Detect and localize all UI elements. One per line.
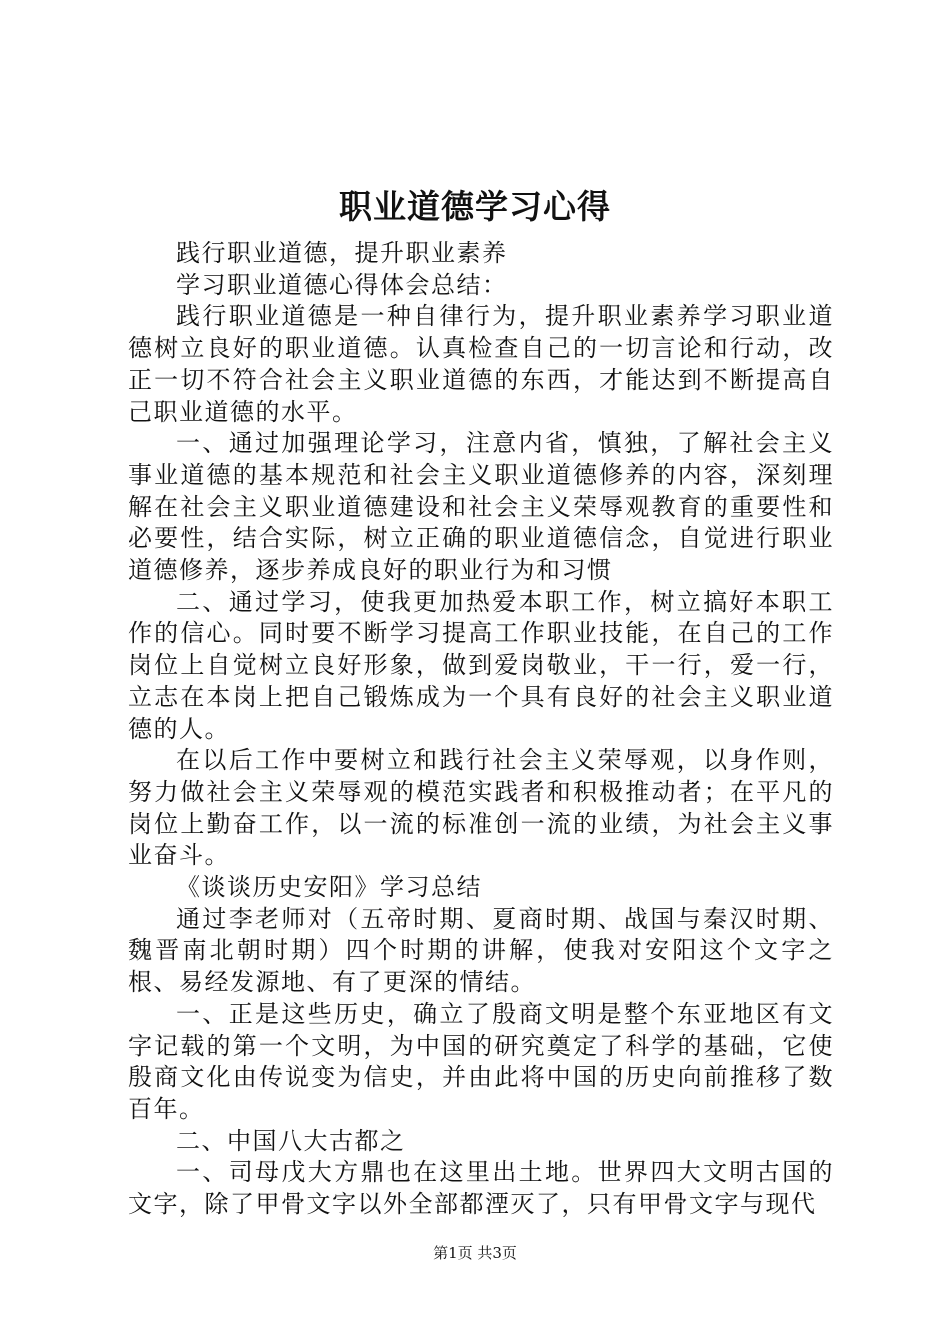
- document-title: 职业道德学习心得: [339, 187, 611, 226]
- paragraph: 学习职业道德心得体会总结：: [176, 270, 508, 299]
- paragraph: 在以后工作中要树立和践行社会主义荣辱观，以身作则，努力做社会主义荣辱观的模范实践者和积极推动者；在平凡的岗位上勤奋工作，以一流的标准创一流的业绩，为社会主义事业奋斗。: [128, 746, 834, 870]
- paragraph: 践行职业道德是一种自律行为，提升职业素养学习职业道德树立良好的职业道德。认真检查自己的一切言论和行动，改正一切不符合社会主义职业道德的东西，才能达到不断提高自己职业道德的水平。: [128, 302, 834, 426]
- paragraph: 通过李老师对（五帝时期、夏商时期、战国与秦汉时期、魏晋南北朝时期）四个时期的讲解，使我对安阳这个文字之根、易经发源地、有了更深的情结。: [128, 904, 834, 997]
- paragraph: 二、中国八大古都之: [176, 1126, 406, 1155]
- section-heading: 《谈谈历史安阳》学习总结: [176, 873, 482, 902]
- paragraph: 践行职业道德，提升职业素养: [176, 239, 508, 267]
- page-footer: 第1页 共3页: [433, 1244, 517, 1262]
- paragraph: 一、正是这些历史，确立了殷商文明是整个东亚地区有文字记载的第一个文明，为中国的研究奠定了科学的基础，它使殷商文化由传说变为信史，并由此将中国的历史向前推移了数百年。: [128, 999, 834, 1123]
- document-body: [128, 238, 834, 1221]
- paragraph: 二、通过学习，使我更加热爱本职工作，树立搞好本职工作的信心。同时要不断学习提高工作职业技能，在自己的工作岗位上自觉树立良好形象，做到爱岗敬业，干一行，爱一行，立志在本岗上把自己锻炼成为一个具有良好的社会主义职业道德的人。: [128, 587, 834, 743]
- paragraph: 一、通过加强理论学习，注意内省，慎独，了解社会主义事业道德的基本规范和社会主义职业道德修养的内容，深刻理解在社会主义职业道德建设和社会主义荣辱观教育的重要性和必要性，结合实际，树立正确的职业道德信念，自觉进行职业道德修养，逐步养成良好的职业行为和习惯: [128, 429, 834, 585]
- paragraph: 一、司母戊大方鼎也在这里出土地。世界四大文明古国的文字，除了甲骨文字以外全部都湮灭了，只有甲骨文字与现代: [128, 1158, 834, 1219]
